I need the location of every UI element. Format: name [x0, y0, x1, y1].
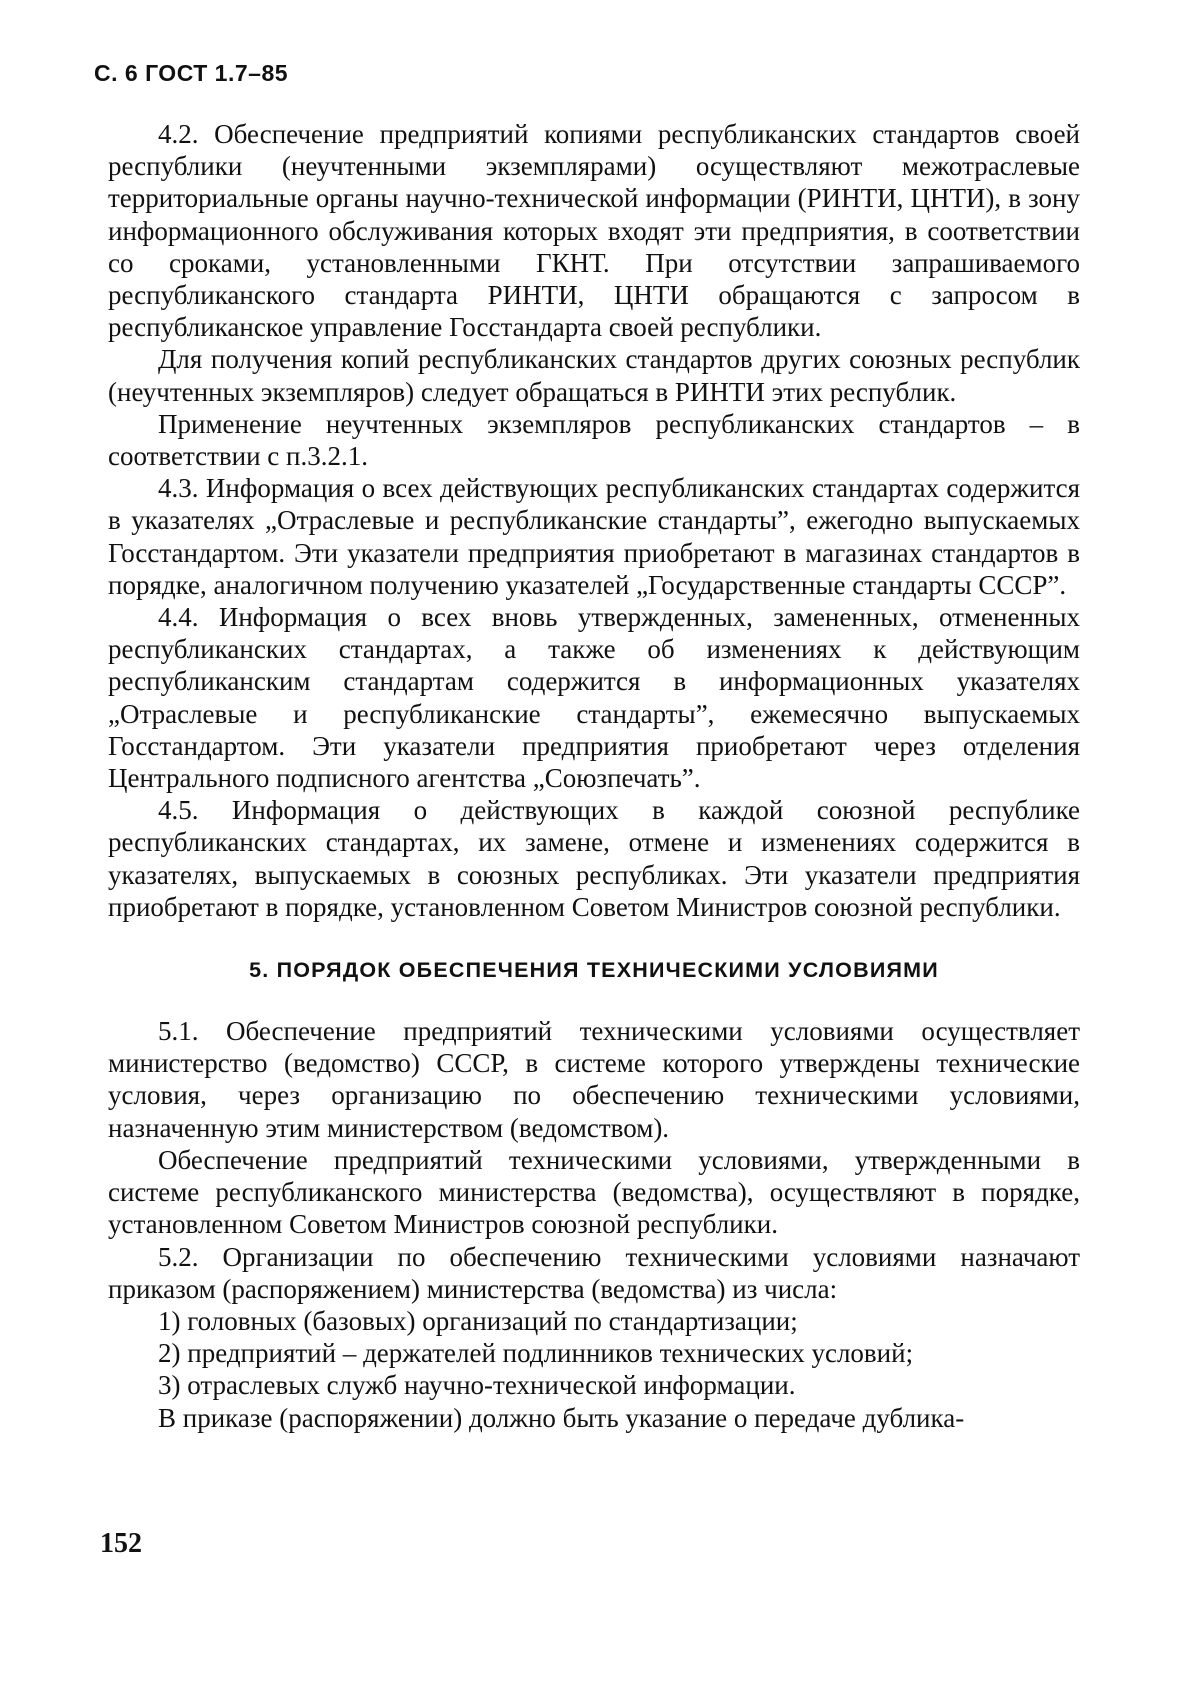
paragraph-unregistered-copies: Применение неучтенных экземпляров республиканских стандартов – в соответствии с п.3.2.1.	[108, 408, 1080, 472]
page-number: 152	[100, 1528, 142, 1559]
paragraph-republic-ministry: Обеспечение предприятий техническими условиями, утвержденными в системе республиканского министерства (ведомства), осуществляют в порядке, установленном Советом Министров союзной республики.	[108, 1144, 1080, 1240]
list-item: 1) головных (базовых) организаций по стандартизации;	[158, 1305, 798, 1336]
paragraph-4-2: 4.2. Обеспечение предприятий копиями республиканских стандартов своей республики (неучтенными экземплярами) осуществляют межотраслевые территориальные органы научно-технической информации (РИНТИ, ЦНТИ), в зону информационного обслуживания которых входят эти предприятия, в соответствии со сроками, установленными ГКНТ. При отсутствии запрашиваемого республиканского стандарта РИНТИ, ЦНТИ обращаются с запросом в республиканское управление Госстандарта своей республики.	[108, 119, 1080, 343]
paragraph-4-4: 4.4. Информация о всех вновь утвержденных, замененных, отмененных республиканских стандартах, а также об изменениях к действующим республиканским стандартам содержится в информационных указателях „Отраслевые и республиканские стандарты”, ежемесячно выпускаемых Госстандартом. Эти указатели предприятия приобретают через отделения Центрального подписного агентства „Союзпечать”.	[108, 602, 1080, 794]
paragraph-5-2: 5.2. Организации по обеспечению техническими условиями назначают приказом (распоряжением) министерства (ведомства) из числа:	[108, 1241, 1080, 1304]
section-5-title: 5. ПОРЯДОК ОБЕСПЕЧЕНИЯ ТЕХНИЧЕСКИМИ УСЛОВИЯМИ	[249, 958, 939, 983]
list-item: 3) отраслевых служб научно-технической информации.	[158, 1370, 796, 1401]
paragraph-4-3: 4.3. Информация о всех действующих республиканских стандартах содержится в указателях „Отраслевые и республиканские стандарты”, ежегодно выпускаемых Госстандартом. Эти указатели предприятия приобретают в магазинах стандартов в порядке, аналогичном получению указателей „Государственные стандарты СССР”.	[108, 473, 1080, 600]
paragraph-other-republics: Для получения копий республиканских стандартов других союзных республик (неучтенных экземпляров) следует обращаться в РИНТИ этих республик.	[108, 344, 1080, 407]
main-text	[108, 118, 1080, 1434]
list-item: 2) предприятий – держателей подлинников технических условий;	[158, 1338, 914, 1369]
page-header: С. 6 ГОСТ 1.7–85	[94, 60, 289, 86]
paragraph-4-5: 4.5. Информация о действующих в каждой союзной республике республиканских стандартах, их замене, отмене и изменениях содержится в указателях, выпускаемых в союзных республиках. Эти указатели предприятия приобретают в порядке, установленном Советом Министров союзной республики.	[108, 795, 1080, 922]
paragraph-order-duplicate: В приказе (распоряжении) должно быть указание о передаче дублика-	[158, 1402, 965, 1433]
paragraph-5-1: 5.1. Обеспечение предприятий техническими условиями осуществляет министерство (ведомство) СССР, в системе которого утверждены технические условия, через организацию по обеспечению техническими условиями, назначенную этим министерством (ведомством).	[108, 1016, 1080, 1143]
